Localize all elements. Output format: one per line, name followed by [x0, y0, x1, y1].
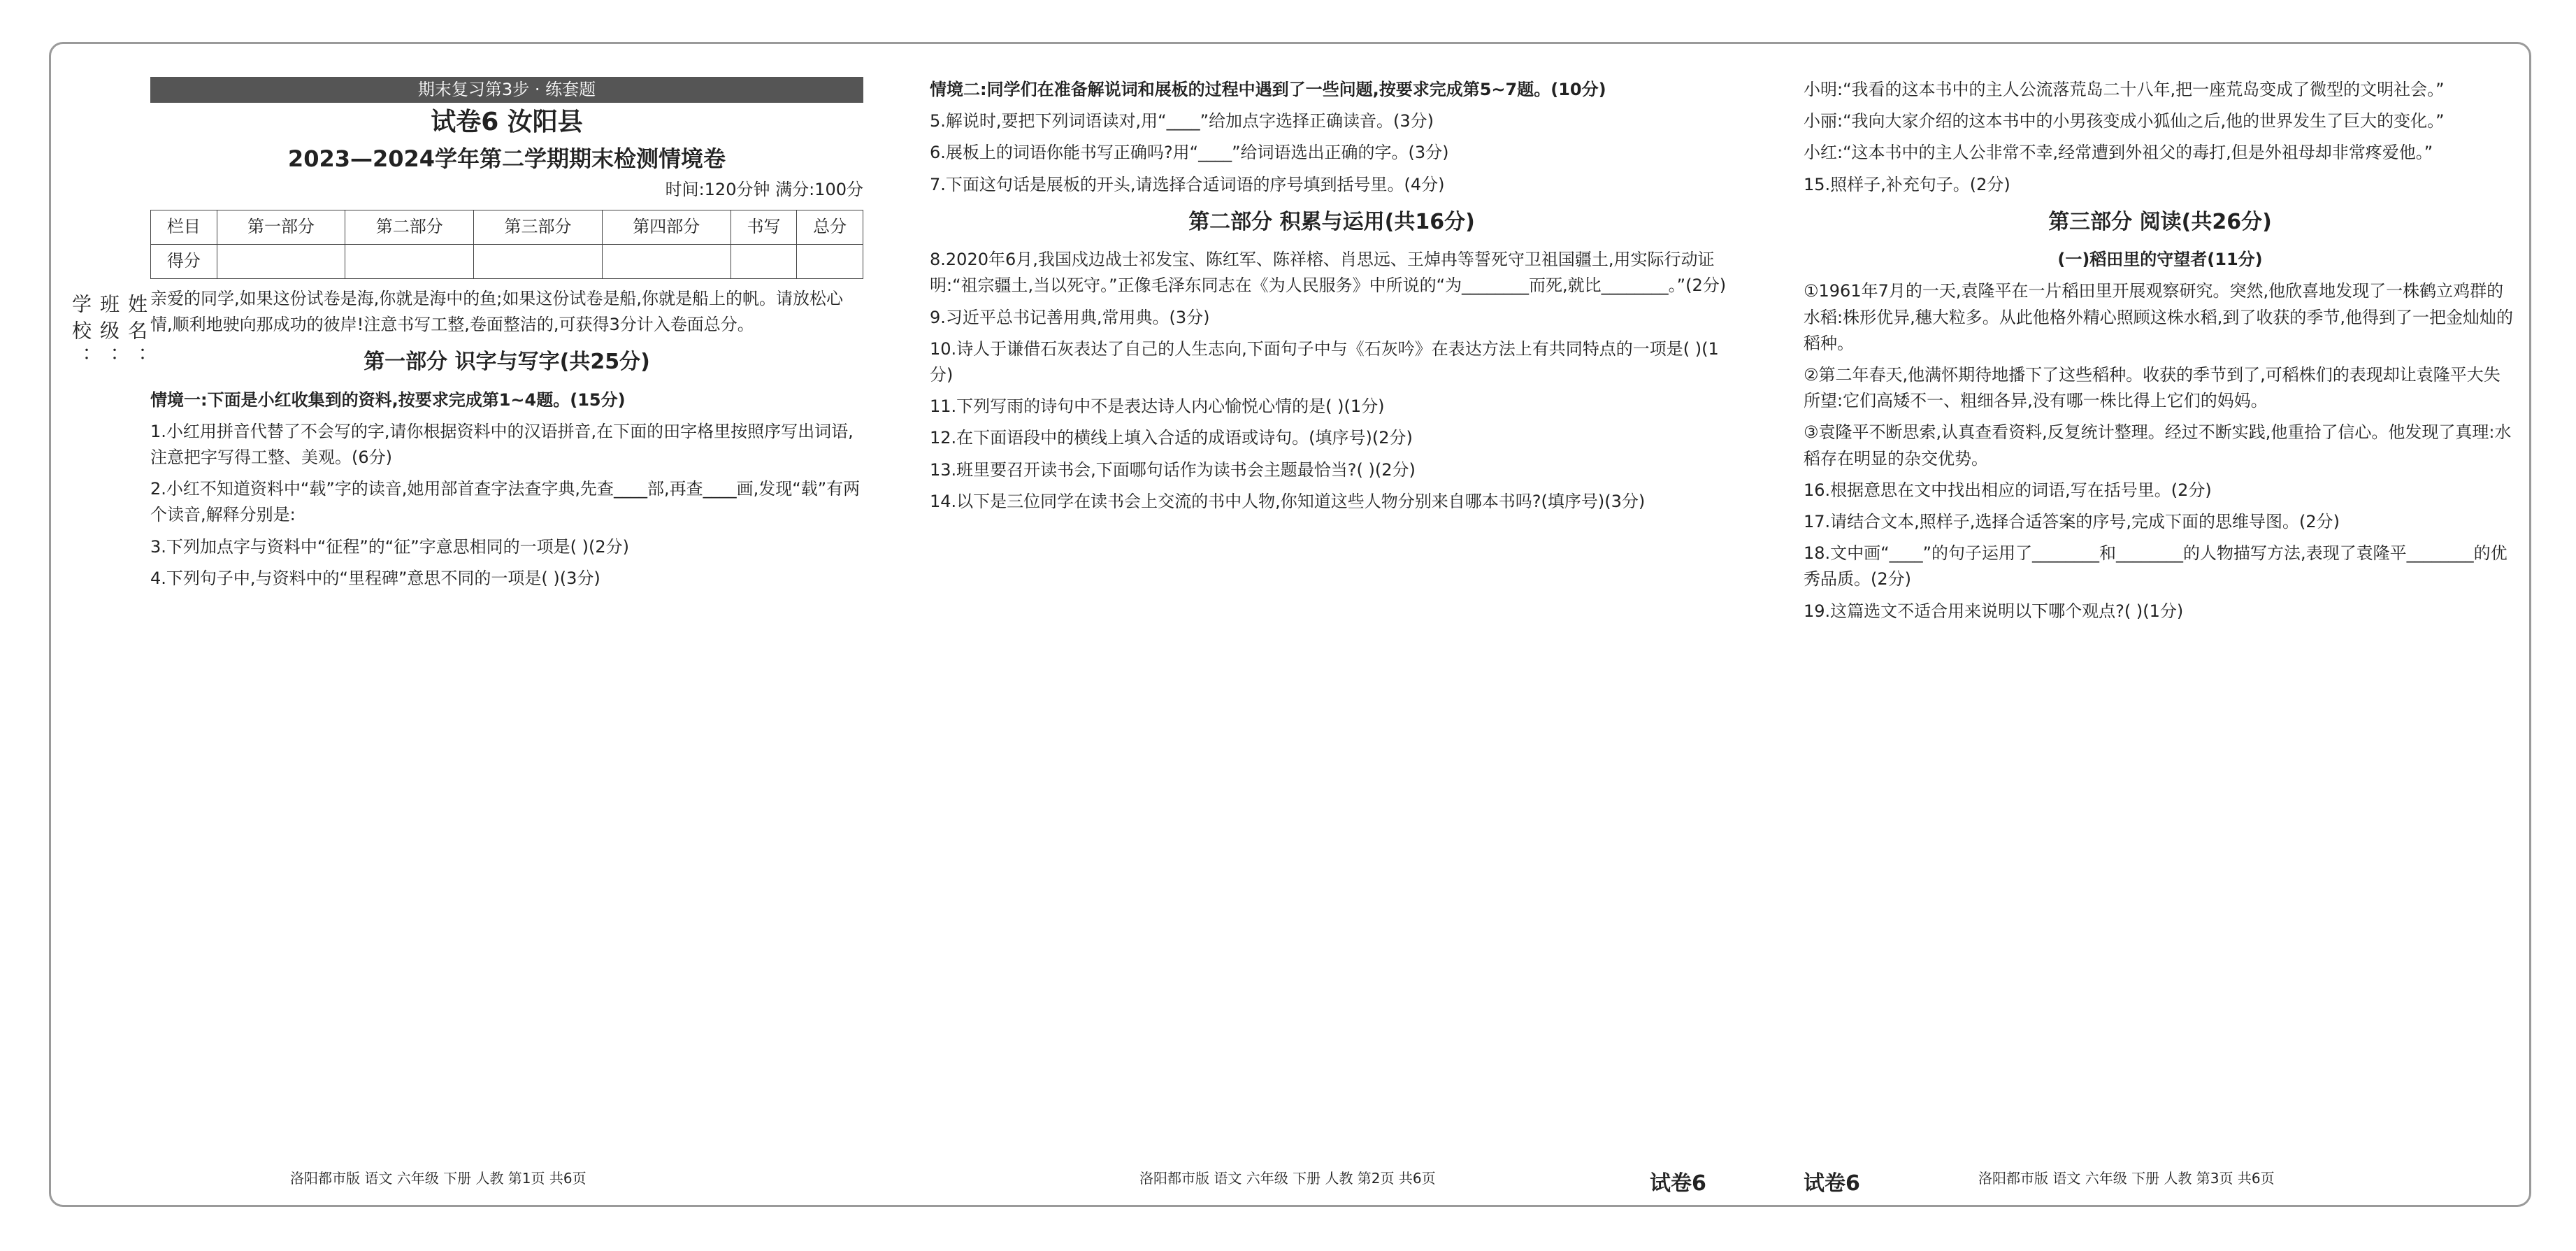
- q16: 16.根据意思在文中找出相应的词语,写在括号里。(2分): [1804, 480, 2212, 500]
- scene1: 情境一:下面是小红收集到的资料,按要求完成第1~4题。(15分): [150, 389, 626, 410]
- part2-title: 第二部分 积累与运用(共16分): [1188, 209, 1475, 234]
- reading-title: (一)稻田里的守望者(11分): [2057, 250, 2263, 270]
- score-header: 总分: [797, 210, 863, 244]
- q10: 10.诗人于谦借石灰表达了自己的人生志向,下面句子中与《石灰吟》在表达方法上有共同特点的一项是( )(1分): [930, 338, 1719, 385]
- exam-subtitle: 2023—2024学年第二学期期末检测情境卷: [287, 145, 726, 172]
- score-header: 栏目: [151, 210, 217, 244]
- para-3: ③袁隆平不断思索,认真查看资料,反复统计整理。经过不断实践,他重拾了信心。他发现了真理:水稻存在明显的杂交优势。: [1804, 422, 2512, 469]
- xiaohong-quote: 小红:“这本书中的主人公非常不幸,经常遭到外祖父的毒打,但是外祖母却非常疼爱他。”: [1804, 143, 2433, 163]
- name-label: 姓名：: [125, 294, 148, 373]
- banner: 期末复习第3步 · 练套题: [150, 77, 863, 103]
- xiaoming-quote: 小明:“我看的这本书中的主人公流落荒岛二十八年,把一座荒岛变成了微型的文明社会。”: [1804, 80, 2445, 99]
- q18: 18.文中画“____”的句子运用了________和________的人物描写方法,表现了袁隆平________的优秀品质。(2分): [1804, 543, 2507, 589]
- intro: 亲爱的同学,如果这份试卷是海,你就是海中的鱼;如果这份试卷是船,你就是船上的帆。请放松心情,顺利地驶向那成功的彼岸!注意书写工整,卷面整洁的,可获得3分计入卷面总分。: [150, 288, 843, 334]
- score-header: 第二部分: [345, 210, 474, 244]
- class-label: 班级：: [97, 294, 120, 373]
- q5: 5.解说时,要把下列词语读对,用“____”给加点字选择正确读音。(3分): [930, 111, 1434, 131]
- student-info: [66, 294, 150, 373]
- q8: 8.2020年6月,我国戍边战士祁发宝、陈红军、陈祥榕、肖思远、王焯冉等誓死守卫祖国疆土,用实际行动证明:“祖宗疆土,当以死守。”正像毛泽东同志在《为人民服务》中所说的“为________而死,就比________。”(2分): [930, 250, 1727, 296]
- q11: 11.下列写雨的诗句中不是表达诗人内心愉悦心情的是( )(1分): [930, 396, 1385, 417]
- q13: 13.班里要召开读书会,下面哪句话作为读书会主题最恰当?( )(2分): [930, 459, 1416, 480]
- q12: 12.在下面语段中的横线上填入合适的成语或诗句。(填序号)(2分): [930, 428, 1413, 448]
- q15: 15.照样子,补充句子。(2分): [1804, 174, 2010, 194]
- exam-title: 试卷6 汝阳县: [431, 108, 583, 137]
- q6: 6.展板上的词语你能书写正确吗?用“____”给词语选出正确的字。(3分): [930, 143, 1449, 163]
- time: 时间:120分钟 满分:100分: [665, 179, 863, 199]
- q9: 9.习近平总书记善用典,常用典。(3分): [930, 307, 1210, 327]
- q14: 14.以下是三位同学在读书会上交流的书中人物,你知道这些人物分别来自哪本书吗?(填序号)(3分): [930, 491, 1646, 511]
- part3-title: 第三部分 阅读(共26分): [2048, 209, 2272, 234]
- scene2: 情境二:同学们在准备解说词和展板的过程中遇到了一些问题,按要求完成第5~7题。(10分): [930, 80, 1606, 99]
- school-label: 学校：: [69, 294, 92, 373]
- q3: 3.下列加点字与资料中“征程”的“征”字意思相同的一项是( )(2分): [150, 536, 629, 557]
- part1-title: 第一部分 识字与写字(共25分): [364, 350, 650, 375]
- q17: 17.请结合文本,照样子,选择合适答案的序号,完成下面的思维导图。(2分): [1804, 511, 2340, 531]
- score-header: 第三部分: [474, 210, 603, 244]
- q4: 4.下列句子中,与资料中的“里程碑”意思不同的一项是( )(3分): [150, 568, 600, 588]
- q19: 19.这篇选文不适合用来说明以下哪个观点?( )(1分): [1804, 601, 2184, 621]
- page-1: 期末复习第3步 · 练套题 试卷6 汝阳县 2023—2024学年第二学期期末检测情境卷 时间:120分钟 满分:100分 栏目 第一部分 第二部分 第三部分 第四部分 书写 总分 得分 亲爱的同学,如果这份试卷是海,你就是海中的鱼;如果这份试卷是船,你就是船上的帆。请放松心情,顺利地驶向那成功的彼岸!注意书写工整,卷面整洁的,可获得3分计入卷面总分。 第一部分 识字与写字(共25分) 情境一:下面是小红收集到的资料,按要求完成第1~4题。(15分) 1.小红用拼音代替了不会写的字,请你根据资料中的汉语拼音,在下面的田字格里按照序写出词语,注意把字写得工整、美观。(6分) 2.小红不知道资料中“载”字的读音,她用部首查字法查字典,先查____部,再查____画,发现“载”有两个读音,解释分别是: 3.下列加点字与资料中“征程”的“征”字意思相同的一项是( )(2分) 4.下列句子中,与资料中的“里程碑”意思不同的一项是( )(3分) 洛阳都市版 语文 六年级 下册 人教 第1页 共6页: [150, 77, 863, 597]
- q1: 1.小红用拼音代替了不会写的字,请你根据资料中的汉语拼音,在下面的田字格里按照序写出词语,注意把字写得工整、美观。(6分): [150, 421, 854, 468]
- page-3: 小明:“我看的这本书中的主人公流落荒岛二十八年,把一座荒岛变成了微型的文明社会。” 小丽:“我向大家介绍的这本书中的小男孩变成小狐仙之后,他的世界发生了巨大的变化。” 小红:“这本书中的主人公非常不幸,经常遭到外祖父的毒打,但是外祖母却非常疼爱他。” 15.照样子,补充句子。(2分) 第三部分 阅读(共26分) (一)稻田里的守望者(11分) ①1961年7月的一天,袁隆平在一片稻田里开展观察研究。突然,他欣喜地发现了一株鹤立鸡群的水稻:株形优异,穗大粒多。从此他格外精心照顾这株水稻,到了收获的季节,他得到了一把金灿灿的稻种。 ②第二年春天,他满怀期待地播下了这些稻种。收获的季节到了,可稻株们的表现却让袁隆平大失所望:它们高矮不一、粗细各异,没有哪一株比得上它们的妈妈。 ③袁隆平不断思索,认真查看资料,反复统计整理。经过不断实践,他重拾了信心。他发现了真理:水稻存在明显的杂交优势。 16.根据意思在文中找出相应的词语,写在括号里。(2分) 17.请结合文本,照样子,选择合适答案的序号,完成下面的思维导图。(2分) 18.文中画“____”的句子运用了________和________的人物描写方法,表现了袁隆平________的优秀品质。(2分) 19.这篇选文不适合用来说明以下哪个观点?( )(1分) 试卷6 洛阳都市版 语文 六年级 下册 人教 第3页 共6页: [1804, 77, 2517, 630]
- q7: 7.下面这句话是展板的开头,请选择合适词语的序号填到括号里。(4分): [930, 174, 1445, 194]
- xiaoli-quote: 小丽:“我向大家介绍的这本书中的小男孩变成小狐仙之后,他的世界发生了巨大的变化。”: [1804, 111, 2445, 131]
- page-2: 情境二:同学们在准备解说词和展板的过程中遇到了一些问题,按要求完成第5~7题。(10分) 5.解说时,要把下列词语读对,用“____”给加点字选择正确读音。(3分) 6.展板上的词语你能书写正确吗?用“____”给词语选出正确的字。(3分) 7.下面这句话是展板的开头,请选择合适词语的序号填到括号里。(4分) 第二部分 积累与运用(共16分) 8.2020年6月,我国戍边战士祁发宝、陈红军、陈祥榕、肖思远、王焯冉等誓死守卫祖国疆土,用实际行动证明:“祖宗疆土,当以死守。”正像毛泽东同志在《为人民服务》中所说的“为________而死,就比________。”(2分) 9.习近平总书记善用典,常用典。(3分) 10.诗人于谦借石灰表达了自己的人生志向,下面句子中与《石灰吟》在表达方法上有共同特点的一项是( )(1分) 11.下列写雨的诗句中不是表达诗人内心愉悦心情的是( )(1分) 12.在下面语段中的横线上填入合适的成语或诗句。(填序号)(2分) 13.班里要召开读书会,下面哪句话作为读书会主题最恰当?( )(2分) 14.以下是三位同学在读书会上交流的书中人物,你知道这些人物分别来自哪本书吗?(填序号)(3分) 洛阳都市版 语文 六年级 下册 人教 第2页 共6页 试卷6: [930, 77, 1734, 520]
- q2: 2.小红不知道资料中“载”字的读音,她用部首查字法查字典,先查____部,再查____画,发现“载”有两个读音,解释分别是:: [150, 479, 861, 525]
- score-header: 第四部分: [602, 210, 731, 244]
- score-table: [150, 210, 863, 279]
- score-row-label: 得分: [151, 244, 217, 278]
- score-header: 第一部分: [217, 210, 345, 244]
- score-header: 书写: [731, 210, 797, 244]
- para-2: ②第二年春天,他满怀期待地播下了这些稻种。收获的季节到了,可稻株们的表现却让袁隆平大失所望:它们高矮不一、粗细各异,没有哪一株比得上它们的妈妈。: [1804, 365, 2501, 411]
- para-1: ①1961年7月的一天,袁隆平在一片稻田里开展观察研究。突然,他欣喜地发现了一株鹤立鸡群的水稻:株形优异,穗大粒多。从此他格外精心照顾这株水稻,到了收获的季节,他得到了一把金灿灿的稻种。: [1804, 281, 2513, 353]
